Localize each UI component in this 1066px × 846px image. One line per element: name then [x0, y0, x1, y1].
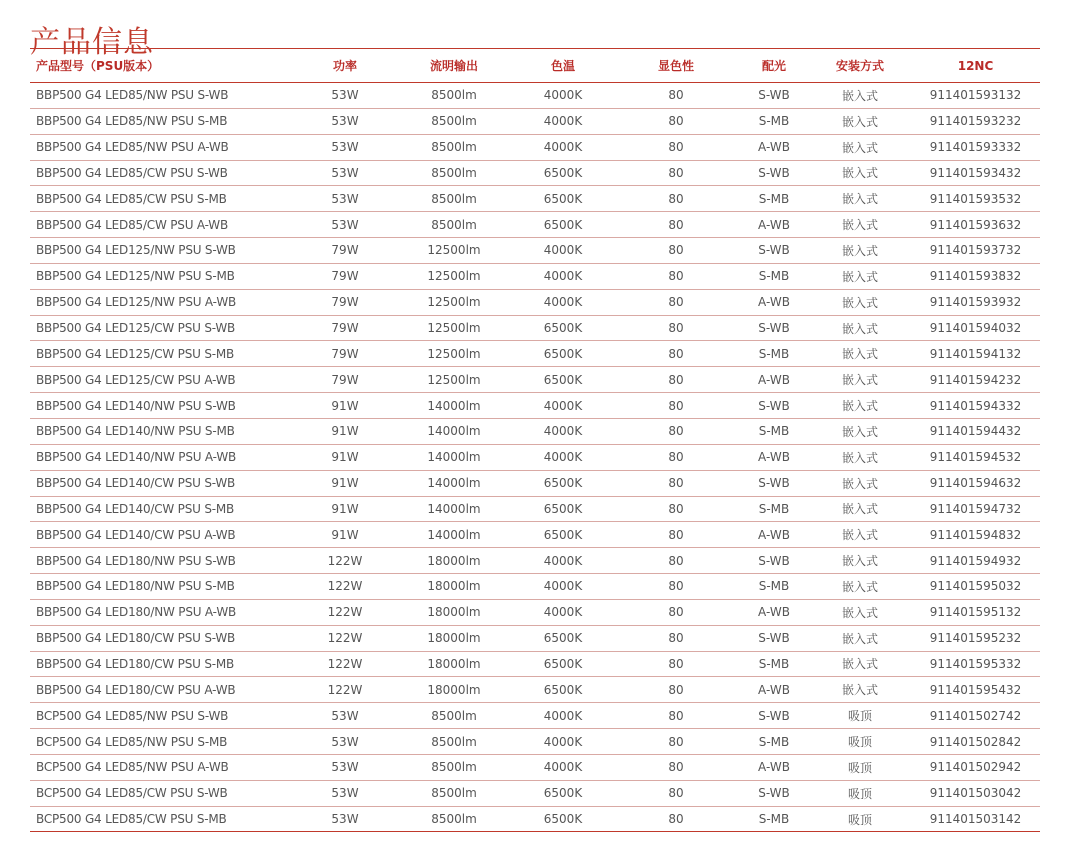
cell-mounting: 嵌入式 [841, 321, 878, 336]
cell-power: 122W [327, 631, 363, 646]
table-row [30, 367, 1040, 393]
cell-lumen: 12500lm [427, 243, 481, 258]
cell-model: BCP500 G4 LED85/NW PSU A-WB [36, 760, 229, 775]
cell-12nc: 911401594432 [929, 424, 1022, 439]
cell-mounting: 吸顶 [847, 760, 872, 775]
cell-model: BBP500 G4 LED180/CW PSU A-WB [36, 682, 236, 697]
cell-cri: 80 [668, 424, 684, 439]
cell-lumen: 8500lm [431, 191, 477, 206]
column-header-12nc: 12NC [957, 58, 994, 73]
cell-cri: 80 [668, 786, 684, 801]
cell-lumen: 12500lm [427, 321, 481, 336]
cell-cri: 80 [668, 140, 684, 155]
cell-mounting: 嵌入式 [841, 554, 878, 569]
cell-optic: S-MB [758, 114, 790, 129]
cell-mounting: 嵌入式 [841, 579, 878, 594]
cell-optic: S-WB [758, 708, 790, 723]
cell-cri: 80 [668, 708, 684, 723]
cell-power: 122W [327, 682, 363, 697]
table-row [30, 263, 1040, 289]
cell-optic: A-WB [758, 295, 790, 310]
cell-lumen: 14000lm [427, 450, 481, 465]
cell-optic: S-MB [758, 734, 790, 749]
cell-optic: S-WB [758, 398, 790, 413]
cell-power: 79W [331, 346, 359, 361]
cell-power: 53W [331, 165, 359, 180]
cell-lumen: 14000lm [427, 527, 481, 542]
cell-power: 91W [331, 476, 359, 491]
cell-12nc: 911401594932 [929, 553, 1022, 568]
cell-model: BCP500 G4 LED85/NW PSU S-MB [36, 734, 228, 749]
cell-lumen: 8500lm [431, 114, 477, 129]
cell-power: 53W [331, 140, 359, 155]
cell-power: 91W [331, 450, 359, 465]
cell-lumen: 8500lm [431, 217, 477, 232]
cell-optic: S-MB [758, 656, 790, 671]
cell-12nc: 911401595332 [929, 656, 1022, 671]
cell-lumen: 14000lm [427, 398, 481, 413]
cell-12nc: 911401595432 [929, 682, 1022, 697]
cell-power: 122W [327, 579, 363, 594]
cell-mounting: 嵌入式 [841, 631, 878, 646]
cell-12nc: 911401594032 [929, 321, 1022, 336]
cell-cri: 80 [668, 656, 684, 671]
cell-12nc: 911401593632 [929, 217, 1022, 232]
cell-model: BBP500 G4 LED85/NW PSU S-MB [36, 114, 228, 129]
cell-lumen: 8500lm [431, 140, 477, 155]
cell-cct: 6500K [543, 501, 583, 516]
cell-cct: 6500K [543, 812, 583, 827]
cell-lumen: 8500lm [431, 165, 477, 180]
cell-12nc: 911401502842 [929, 734, 1022, 749]
cell-model: BCP500 G4 LED85/CW PSU S-WB [36, 786, 228, 801]
table-body [30, 83, 1040, 832]
cell-lumen: 8500lm [431, 786, 477, 801]
cell-optic: S-WB [758, 243, 790, 258]
cell-cri: 80 [668, 346, 684, 361]
table-row [30, 677, 1040, 703]
cell-lumen: 8500lm [431, 88, 477, 103]
cell-lumen: 18000lm [427, 579, 481, 594]
cell-cct: 6500K [543, 786, 583, 801]
cell-power: 53W [331, 708, 359, 723]
cell-lumen: 12500lm [427, 269, 481, 284]
cell-12nc: 911401593732 [929, 243, 1022, 258]
cell-power: 53W [331, 88, 359, 103]
cell-optic: S-MB [758, 812, 790, 827]
cell-12nc: 911401593932 [929, 295, 1022, 310]
cell-optic: S-MB [758, 501, 790, 516]
cell-12nc: 911401595132 [929, 605, 1022, 620]
cell-cct: 4000K [543, 760, 583, 775]
cell-model: BBP500 G4 LED180/CW PSU S-WB [36, 631, 236, 646]
cell-cct: 4000K [543, 605, 583, 620]
cell-mounting: 吸顶 [847, 709, 872, 724]
cell-power: 91W [331, 527, 359, 542]
cell-lumen: 14000lm [427, 501, 481, 516]
cell-power: 53W [331, 734, 359, 749]
cell-cct: 6500K [543, 372, 583, 387]
cell-mounting: 嵌入式 [841, 657, 878, 672]
cell-12nc: 911401594832 [929, 527, 1022, 542]
table-row [30, 160, 1040, 186]
table-row [30, 108, 1040, 134]
table-row [30, 238, 1040, 264]
cell-optic: S-WB [758, 631, 790, 646]
table-row [30, 134, 1040, 160]
product-table-container [30, 48, 1040, 832]
column-header-mounting: 安装方式 [835, 59, 884, 73]
cell-mounting: 嵌入式 [841, 218, 878, 233]
cell-model: BBP500 G4 LED180/NW PSU S-WB [36, 553, 236, 568]
cell-mounting: 嵌入式 [841, 166, 878, 181]
cell-lumen: 12500lm [427, 346, 481, 361]
cell-power: 91W [331, 398, 359, 413]
cell-cct: 4000K [543, 579, 583, 594]
cell-mounting: 嵌入式 [841, 88, 878, 103]
cell-model: BBP500 G4 LED140/CW PSU S-MB [36, 501, 235, 516]
cell-12nc: 911401595032 [929, 579, 1022, 594]
table-row [30, 548, 1040, 574]
cell-model: BBP500 G4 LED125/CW PSU A-WB [36, 372, 236, 387]
cell-lumen: 14000lm [427, 424, 481, 439]
cell-12nc: 911401594632 [929, 476, 1022, 491]
cell-model: BBP500 G4 LED85/CW PSU S-WB [36, 165, 228, 180]
cell-mounting: 嵌入式 [841, 476, 878, 491]
cell-cri: 80 [668, 605, 684, 620]
cell-cri: 80 [668, 501, 684, 516]
cell-mounting: 嵌入式 [841, 424, 878, 439]
cell-power: 53W [331, 786, 359, 801]
cell-model: BBP500 G4 LED125/NW PSU S-MB [36, 269, 235, 284]
page-title: 产品信息 [30, 25, 154, 61]
cell-cct: 6500K [543, 476, 583, 491]
cell-12nc: 911401593532 [929, 191, 1022, 206]
cell-cri: 80 [668, 269, 684, 284]
cell-cct: 4000K [543, 114, 583, 129]
cell-power: 79W [331, 295, 359, 310]
cell-lumen: 8500lm [431, 760, 477, 775]
cell-cri: 80 [668, 760, 684, 775]
cell-model: BBP500 G4 LED140/CW PSU S-WB [36, 476, 236, 491]
cell-12nc: 911401593132 [929, 88, 1022, 103]
cell-cri: 80 [668, 734, 684, 749]
cell-power: 79W [331, 269, 359, 284]
cell-power: 53W [331, 812, 359, 827]
cell-optic: S-MB [758, 424, 790, 439]
cell-cct: 4000K [543, 295, 583, 310]
cell-optic: A-WB [758, 605, 790, 620]
cell-12nc: 911401594232 [929, 372, 1022, 387]
table-header-row [30, 49, 1040, 83]
cell-cri: 80 [668, 114, 684, 129]
cell-power: 79W [331, 321, 359, 336]
cell-mounting: 嵌入式 [841, 528, 878, 543]
table-row [30, 83, 1040, 109]
table-row [30, 780, 1040, 806]
cell-cct: 4000K [543, 424, 583, 439]
cell-12nc: 911401593332 [929, 140, 1022, 155]
cell-cri: 80 [668, 165, 684, 180]
table-row [30, 418, 1040, 444]
cell-mounting: 嵌入式 [841, 347, 878, 362]
cell-cri: 80 [668, 321, 684, 336]
cell-optic: S-MB [758, 191, 790, 206]
cell-lumen: 18000lm [427, 553, 481, 568]
cell-optic: S-WB [758, 321, 790, 336]
cell-optic: S-WB [758, 553, 790, 568]
cell-model: BBP500 G4 LED180/CW PSU S-MB [36, 656, 235, 671]
column-header-optic: 配光 [761, 59, 786, 73]
cell-model: BBP500 G4 LED180/NW PSU S-MB [36, 579, 235, 594]
table-row [30, 574, 1040, 600]
cell-lumen: 8500lm [431, 708, 477, 723]
cell-mounting: 嵌入式 [841, 683, 878, 698]
table-row [30, 599, 1040, 625]
table-row [30, 522, 1040, 548]
table-row [30, 212, 1040, 238]
cell-cri: 80 [668, 450, 684, 465]
cell-cri: 80 [668, 295, 684, 310]
cell-cri: 80 [668, 631, 684, 646]
cell-model: BBP500 G4 LED140/NW PSU S-WB [36, 398, 236, 413]
table-row [30, 393, 1040, 419]
cell-cri: 80 [668, 527, 684, 542]
cell-power: 79W [331, 372, 359, 387]
cell-lumen: 18000lm [427, 605, 481, 620]
cell-cct: 6500K [543, 321, 583, 336]
cell-lumen: 14000lm [427, 476, 481, 491]
cell-mounting: 嵌入式 [841, 140, 878, 155]
cell-mounting: 嵌入式 [841, 373, 878, 388]
cell-optic: A-WB [758, 682, 790, 697]
cell-optic: A-WB [758, 527, 790, 542]
cell-lumen: 8500lm [431, 734, 477, 749]
cell-power: 122W [327, 605, 363, 620]
cell-optic: A-WB [758, 372, 790, 387]
cell-cri: 80 [668, 579, 684, 594]
cell-model: BBP500 G4 LED85/NW PSU S-WB [36, 88, 229, 103]
cell-cct: 4000K [543, 269, 583, 284]
cell-cct: 4000K [543, 450, 583, 465]
cell-model: BCP500 G4 LED85/CW PSU S-MB [36, 812, 227, 827]
cell-power: 79W [331, 243, 359, 258]
cell-power: 53W [331, 760, 359, 775]
cell-cct: 4000K [543, 398, 583, 413]
cell-12nc: 911401594532 [929, 450, 1022, 465]
cell-optic: A-WB [758, 140, 790, 155]
cell-lumen: 18000lm [427, 631, 481, 646]
cell-model: BBP500 G4 LED85/NW PSU A-WB [36, 140, 229, 155]
cell-12nc: 911401593832 [929, 269, 1022, 284]
cell-optic: S-MB [758, 579, 790, 594]
cell-optic: A-WB [758, 760, 790, 775]
cell-12nc: 911401594732 [929, 501, 1022, 516]
cell-model: BBP500 G4 LED180/NW PSU A-WB [36, 605, 237, 620]
table-row [30, 444, 1040, 470]
column-header-power: 功率 [332, 59, 357, 73]
cell-power: 53W [331, 217, 359, 232]
cell-cri: 80 [668, 243, 684, 258]
column-header-cct: 色温 [550, 59, 575, 73]
cell-cri: 80 [668, 682, 684, 697]
cell-mounting: 吸顶 [847, 786, 872, 801]
cell-lumen: 18000lm [427, 656, 481, 671]
cell-model: BBP500 G4 LED140/NW PSU A-WB [36, 450, 237, 465]
cell-model: BBP500 G4 LED125/CW PSU S-MB [36, 346, 235, 361]
cell-cri: 80 [668, 398, 684, 413]
cell-cri: 80 [668, 191, 684, 206]
cell-12nc: 911401502742 [929, 708, 1022, 723]
table-row [30, 470, 1040, 496]
cell-model: BBP500 G4 LED125/NW PSU A-WB [36, 295, 237, 310]
cell-cct: 6500K [543, 165, 583, 180]
cell-mounting: 嵌入式 [841, 502, 878, 517]
cell-cct: 4000K [543, 734, 583, 749]
cell-cct: 6500K [543, 527, 583, 542]
cell-12nc: 911401502942 [929, 760, 1022, 775]
cell-cri: 80 [668, 217, 684, 232]
cell-cct: 4000K [543, 243, 583, 258]
cell-mounting: 吸顶 [847, 812, 872, 827]
cell-mounting: 吸顶 [847, 735, 872, 750]
cell-cri: 80 [668, 812, 684, 827]
table-row [30, 496, 1040, 522]
cell-optic: A-WB [758, 450, 790, 465]
cell-cct: 6500K [543, 191, 583, 206]
cell-model: BBP500 G4 LED125/CW PSU S-WB [36, 321, 236, 336]
cell-lumen: 12500lm [427, 295, 481, 310]
column-header-lumen: 流明输出 [429, 59, 478, 73]
cell-optic: S-WB [758, 476, 790, 491]
cell-mounting: 嵌入式 [841, 114, 878, 129]
cell-optic: S-MB [758, 346, 790, 361]
cell-cct: 6500K [543, 631, 583, 646]
table-row [30, 754, 1040, 780]
cell-power: 53W [331, 114, 359, 129]
cell-cri: 80 [668, 553, 684, 568]
cell-power: 91W [331, 424, 359, 439]
cell-mounting: 嵌入式 [841, 192, 878, 207]
cell-12nc: 911401595232 [929, 631, 1022, 646]
cell-lumen: 18000lm [427, 682, 481, 697]
cell-12nc: 911401503042 [929, 786, 1022, 801]
table-row [30, 625, 1040, 651]
cell-mounting: 嵌入式 [841, 269, 878, 284]
cell-cct: 6500K [543, 217, 583, 232]
cell-cri: 80 [668, 88, 684, 103]
cell-model: BBP500 G4 LED140/NW PSU S-MB [36, 424, 235, 439]
cell-cct: 6500K [543, 346, 583, 361]
cell-model: BBP500 G4 LED85/CW PSU A-WB [36, 217, 228, 232]
cell-optic: S-WB [758, 88, 790, 103]
cell-optic: S-WB [758, 165, 790, 180]
column-header-cri: 显色性 [657, 59, 694, 73]
table-row [30, 341, 1040, 367]
table-row [30, 703, 1040, 729]
table-row [30, 289, 1040, 315]
column-header-model: 产品型号（PSU版本） [36, 59, 160, 73]
cell-model: BBP500 G4 LED125/NW PSU S-WB [36, 243, 236, 258]
cell-cri: 80 [668, 476, 684, 491]
cell-12nc: 911401503142 [929, 812, 1022, 827]
cell-optic: S-WB [758, 786, 790, 801]
cell-cct: 6500K [543, 656, 583, 671]
cell-cct: 4000K [543, 88, 583, 103]
table-row [30, 186, 1040, 212]
cell-optic: S-MB [758, 269, 790, 284]
cell-12nc: 911401594332 [929, 398, 1022, 413]
cell-cct: 4000K [543, 708, 583, 723]
cell-12nc: 911401594132 [929, 346, 1022, 361]
cell-power: 91W [331, 501, 359, 516]
product-table [30, 48, 1040, 832]
cell-power: 53W [331, 191, 359, 206]
cell-mounting: 嵌入式 [841, 399, 878, 414]
cell-model: BBP500 G4 LED85/CW PSU S-MB [36, 191, 227, 206]
cell-power: 122W [327, 656, 363, 671]
cell-cct: 4000K [543, 553, 583, 568]
cell-lumen: 12500lm [427, 372, 481, 387]
cell-model: BCP500 G4 LED85/NW PSU S-WB [36, 708, 229, 723]
cell-lumen: 8500lm [431, 812, 477, 827]
cell-mounting: 嵌入式 [841, 450, 878, 465]
cell-cct: 4000K [543, 140, 583, 155]
cell-model: BBP500 G4 LED140/CW PSU A-WB [36, 527, 236, 542]
cell-optic: A-WB [758, 217, 790, 232]
cell-cct: 6500K [543, 682, 583, 697]
cell-mounting: 嵌入式 [841, 605, 878, 620]
cell-power: 122W [327, 553, 363, 568]
table-row [30, 806, 1040, 832]
cell-mounting: 嵌入式 [841, 243, 878, 258]
cell-12nc: 911401593432 [929, 165, 1022, 180]
table-row [30, 729, 1040, 755]
cell-cri: 80 [668, 372, 684, 387]
cell-mounting: 嵌入式 [841, 295, 878, 310]
cell-12nc: 911401593232 [929, 114, 1022, 129]
table-row [30, 315, 1040, 341]
table-row [30, 651, 1040, 677]
